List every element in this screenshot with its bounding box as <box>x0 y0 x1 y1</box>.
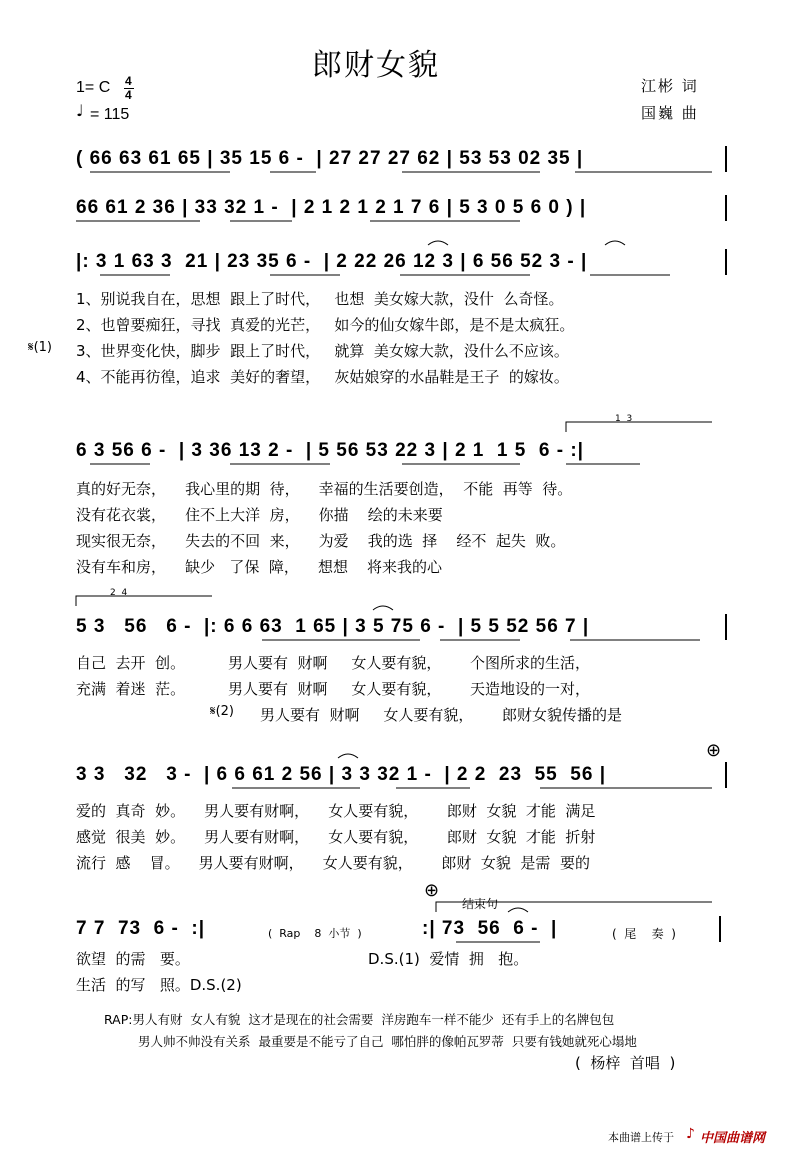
system3-lyrics-2: 充满 着迷 茫。 男人要有 财啊 女人要有貌， 天造地设的一对， <box>76 680 590 698</box>
verse4-lyrics: 4、不能再彷徨，追求 美好的奢望， 灰姑娘穿的水晶鞋是王子 的嫁妆。 <box>76 368 569 386</box>
verse2-lyrics: 2、也曾要痴狂，寻找 真爱的光芒， 如今的仙女嫁牛郎，是不是太疯狂。 <box>76 316 575 334</box>
system3-lyrics-1: 自己 去开 创。 男人要有 财啊 女人要有貌， 个图所求的生活， <box>76 654 590 672</box>
ending-notation: :| 73 56 6 - | <box>422 918 558 939</box>
verse3-lyrics: 3、世界变化快，脚步 跟上了时代， 就算 美女嫁大款，没什么不应该。 <box>76 342 569 360</box>
rap-bar-label: ( Rap 8 小节 ) <box>268 927 362 940</box>
system4-lyrics-3: 流行 感 冒。 男人要有财啊， 女人要有貌， 郎财 女貌 是需 要的 <box>76 854 590 872</box>
system2-lyrics-3: 现实很无奈， 失去的不回 来， 为爱 我的选 择 经不 起失 败。 <box>76 532 566 550</box>
ending-bracket <box>436 902 712 912</box>
intro-notation-line-2: 66 61 2 36 | 33 32 1 - | 2 1 2 1 2 1 7 6 | 5 3 0 5 6 0 ) | <box>76 197 587 218</box>
singer-credit: ( 杨梓 首唱 ) <box>575 1054 676 1072</box>
system5-lyrics-2: 生活 的写 照。D.S.(2) <box>76 976 242 994</box>
site-logo: 中国曲谱网 <box>700 1131 766 1146</box>
song-title: 郎财女貌 <box>312 48 440 83</box>
coda-icon-ending: ⊕ <box>424 880 440 901</box>
rap-line-2: 男人帅不帅没有关系 最重要是不能亏了自己 哪怕胖的像帕瓦罗蒂 只要有钱她就死心塌地 <box>138 1034 637 1049</box>
ending-label: 结束句 <box>462 897 499 911</box>
quarter-note-icon: ♩ <box>76 101 84 120</box>
volta-2-4-label: 2 4 <box>110 588 128 598</box>
system2-lyrics-4: 没有车和房， 缺少 了保 障， 想想 将来我的心 <box>76 558 443 576</box>
system5-lyrics-1: 欲望 的需 要。 <box>76 950 190 968</box>
slurs <box>338 241 625 912</box>
volta-bracket-2-4 <box>76 596 212 606</box>
intro-notation-line-1: ( 66 63 61 65 | 35 15 6 - | 27 27 27 62 | 53 53 02 35 | <box>76 148 584 169</box>
system2-lyrics-2: 没有花衣裳， 住不上大洋 房， 你描 绘的未来要 <box>76 506 443 524</box>
composer-credit: 国巍 曲 <box>641 104 699 122</box>
system5-notation: 7 7 73 6 - :| <box>76 918 206 939</box>
time-signature-top: 4 <box>125 74 132 88</box>
volta-bracket-1-3 <box>566 422 712 432</box>
verse1-lyrics: 1、别说我自在，思想 跟上了时代， 也想 美女嫁大款，没什 么奇怪。 <box>76 290 564 308</box>
volta-1-3-label: 1 3 <box>615 414 633 424</box>
system4-notation: 3 3 32 3 - | 6 6 61 2 56 | 3 3 32 1 - | 2 2 23 55 56 | <box>76 764 607 785</box>
time-signature-bottom: 4 <box>125 88 132 102</box>
system1-notation: |: 3 1 63 3 21 | 23 35 6 - | 2 22 26 12 3 | 6 56 52 3 - | <box>76 251 588 272</box>
system-end-barlines <box>720 146 726 942</box>
system3-lyrics-3: 男人要有 财啊 女人要有貌， 郎财女貌传播的是 <box>260 706 622 724</box>
logo-note-icon: ♪ <box>686 1126 695 1142</box>
rap-line-1: RAP:男人有财 女人有貌 这才是现在的社会需要 洋房跑车一样不能少 还有手上的名牌包包 <box>104 1012 615 1027</box>
outro-label: ( 尾 奏 ) <box>612 927 676 941</box>
lyricist-credit: 江彬 词 <box>641 77 699 95</box>
key-signature: 1= C <box>76 79 111 96</box>
system2-lyrics-1: 真的好无奈， 我心里的期 待， 幸福的生活要创造， 不能 再等 待。 <box>76 480 573 498</box>
upload-notice: 本曲谱上传于 <box>608 1131 674 1144</box>
system3-notation: 5 3 56 6 - |: 6 6 63 1 65 | 3 5 75 6 - | 5 5 52 56 7 | <box>76 616 590 637</box>
segno-2-mark: 𝄋(2) <box>210 704 235 719</box>
coda-icon: ⊕ <box>706 740 722 761</box>
system5-ds1-lyrics: D.S.(1) 爱情 拥 抱。 <box>368 950 529 968</box>
system4-lyrics-1: 爱的 真奇 妙。 男人要有财啊， 女人要有貌， 郎财 女貌 才能 满足 <box>76 802 596 820</box>
beam-underlines <box>76 172 712 942</box>
system4-lyrics-2: 感觉 很美 妙。 男人要有财啊， 女人要有貌， 郎财 女貌 才能 折射 <box>76 828 596 846</box>
tempo-marking: = 115 <box>90 106 130 123</box>
segno-1-mark: 𝄋(1) <box>28 340 53 355</box>
system2-notation: 6 3 56 6 - | 3 36 13 2 - | 5 56 53 22 3 | 2 1 1 5 6 - :| <box>76 440 584 461</box>
